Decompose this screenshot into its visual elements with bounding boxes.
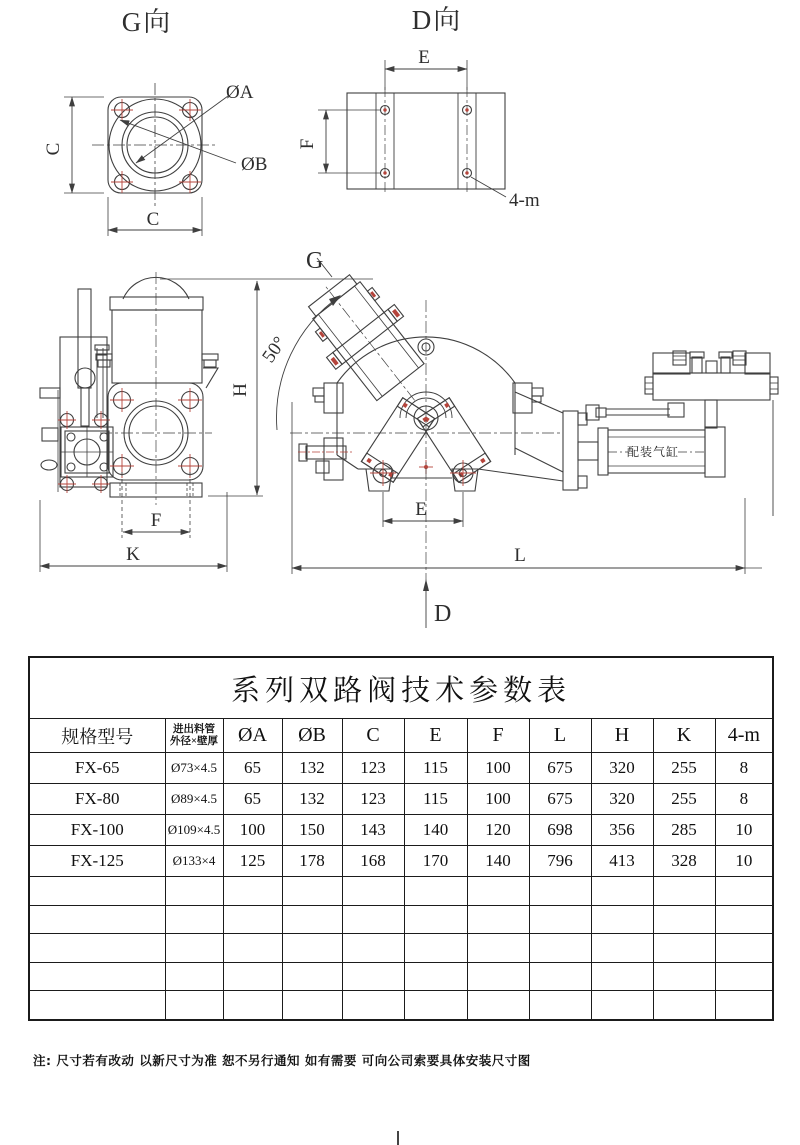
table-cell-empty [715, 962, 773, 991]
col-header-4m: 4-m [715, 719, 773, 753]
table-cell-empty [223, 905, 282, 934]
table-cell: 285 [653, 815, 715, 846]
table-cell: 150 [282, 815, 342, 846]
table-cell: 178 [282, 846, 342, 877]
table-cell-empty [404, 905, 467, 934]
table-cell-empty [29, 905, 165, 934]
table-cell: 328 [653, 846, 715, 877]
table-cell: 115 [404, 784, 467, 815]
side-dim-e [383, 492, 463, 527]
bottom-center-tick [397, 1131, 399, 1145]
table-cell-empty [653, 934, 715, 963]
table-cell-empty [223, 962, 282, 991]
table-row-empty [29, 905, 773, 934]
dim-c-left-label: C [43, 142, 64, 156]
dim-f-bottom-label: F [150, 510, 162, 531]
table-cell: 140 [404, 815, 467, 846]
dim-f-left-label: F [297, 138, 318, 150]
table-cell-empty [467, 991, 529, 1020]
col-header-c: C [342, 719, 404, 753]
table-cell-empty [223, 877, 282, 906]
table-cell: 320 [591, 784, 653, 815]
dim-c-bottom-label: C [146, 209, 160, 230]
table-cell-empty [29, 962, 165, 991]
front-left-mechanism [40, 289, 113, 493]
d-view-dim-f [297, 110, 380, 173]
table-cell-empty [165, 962, 223, 991]
table-cell-empty [282, 991, 342, 1020]
dia-a-label: ØA [226, 82, 254, 103]
table-cell: 115 [404, 753, 467, 784]
dim-e-top-label: E [418, 47, 430, 68]
angle-50-label: 50° [258, 332, 291, 367]
table-cell: 320 [591, 753, 653, 784]
spec-table [28, 656, 774, 1021]
table-cell-empty [165, 905, 223, 934]
table-cell-empty [282, 877, 342, 906]
table-cell: 100 [223, 815, 282, 846]
table-row-fx-125 [29, 846, 773, 877]
table-cell-empty [342, 934, 404, 963]
table-cell: 255 [653, 753, 715, 784]
table-cell-empty [591, 991, 653, 1020]
table-cell: 356 [591, 815, 653, 846]
table-cell: 698 [529, 815, 591, 846]
table-cell: Ø89×4.5 [165, 784, 223, 815]
col-header-pipe-line2: 外径×壁厚 [170, 735, 218, 747]
front-dim-h [160, 279, 373, 496]
cylinder-assembly [563, 400, 725, 490]
table-cell-empty [591, 934, 653, 963]
table-title: 系列双路阀技术参数表 [29, 657, 773, 719]
table-cell-empty [29, 991, 165, 1020]
side-lower-left-bracket [298, 438, 352, 480]
table-cell-empty [165, 991, 223, 1020]
table-cell-empty [282, 934, 342, 963]
four-m-label: 4-m [509, 190, 540, 211]
table-cell: FX-100 [29, 815, 165, 846]
table-cell-empty [529, 877, 591, 906]
table-cell-empty [715, 877, 773, 906]
table-cell-empty [529, 962, 591, 991]
table-cell: 100 [467, 753, 529, 784]
table-cell: 65 [223, 753, 282, 784]
col-header-b: ØB [282, 719, 342, 753]
table-cell-empty [467, 905, 529, 934]
table-cell: FX-125 [29, 846, 165, 877]
side-dim-l [292, 402, 762, 574]
table-cell: FX-80 [29, 784, 165, 815]
table-cell-empty [29, 934, 165, 963]
table-cell-empty [591, 905, 653, 934]
side-base-bolts [370, 460, 476, 486]
dim-k-label: K [126, 544, 140, 565]
table-cell-empty [404, 962, 467, 991]
g-view-dim-c-bottom [108, 197, 202, 236]
table-cell: 255 [653, 784, 715, 815]
table-cell-empty [467, 877, 529, 906]
g-view [43, 7, 267, 236]
d-view-title: D向 [411, 5, 463, 35]
table-cell: 8 [715, 753, 773, 784]
d-view [297, 5, 540, 211]
table-cell-empty [529, 934, 591, 963]
table-cell: 143 [342, 815, 404, 846]
table-cell-empty [653, 962, 715, 991]
table-cell-empty [404, 877, 467, 906]
dia-b-label: ØB [241, 154, 268, 175]
dim-e-side-label: E [415, 499, 427, 520]
table-cell: 132 [282, 753, 342, 784]
table-cell-empty [653, 877, 715, 906]
table-cell: 123 [342, 753, 404, 784]
table-cell: 10 [715, 815, 773, 846]
table-cell-empty [342, 962, 404, 991]
col-header-e: E [404, 719, 467, 753]
table-cell: 120 [467, 815, 529, 846]
dim-l-label: L [514, 545, 526, 566]
table-cell-empty [591, 877, 653, 906]
table-cell-empty [529, 905, 591, 934]
table-cell: 675 [529, 784, 591, 815]
col-header-pipe-line1: 进出料管 [173, 724, 215, 735]
table-cell: 125 [223, 846, 282, 877]
table-cell: 100 [467, 784, 529, 815]
table-cell: Ø133×4 [165, 846, 223, 877]
d-view-dim-e [385, 47, 467, 90]
table-row-empty [29, 962, 773, 991]
table-cell-empty [165, 934, 223, 963]
table-cell-empty [404, 934, 467, 963]
table-cell: 675 [529, 753, 591, 784]
g-view-title: G向 [121, 7, 173, 37]
table-row-empty [29, 991, 773, 1020]
table-cell: 140 [467, 846, 529, 877]
table-cell: 123 [342, 784, 404, 815]
table-cell: 10 [715, 846, 773, 877]
table-cell-empty [715, 991, 773, 1020]
side-view [258, 248, 778, 628]
table-cell: 65 [223, 784, 282, 815]
table-cell-empty [404, 991, 467, 1020]
col-header-a: ØA [223, 719, 282, 753]
col-header-pipe [165, 719, 223, 753]
table-cell-empty [467, 934, 529, 963]
table-cell: 170 [404, 846, 467, 877]
cylinder-label: 配装气缸 [626, 445, 680, 459]
col-header-model: 规格型号 [29, 719, 165, 753]
table-cell-empty [342, 905, 404, 934]
solenoid-valve-block [645, 351, 778, 516]
d-direction-label: D [434, 601, 452, 627]
d-direction-arrow [423, 579, 451, 628]
table-cell: 168 [342, 846, 404, 877]
table-cell-empty [342, 877, 404, 906]
table-cell-empty [591, 962, 653, 991]
table-cell-empty [653, 905, 715, 934]
table-cell: 796 [529, 846, 591, 877]
table-cell-empty [282, 962, 342, 991]
table-row-empty [29, 877, 773, 906]
g-direction-label: G [306, 248, 324, 274]
table-cell-empty [342, 991, 404, 1020]
table-row-fx-65 [29, 753, 773, 784]
table-cell-empty [653, 991, 715, 1020]
col-header-l: L [529, 719, 591, 753]
col-header-h: H [591, 719, 653, 753]
table-cell: 8 [715, 784, 773, 815]
table-cell-empty [715, 934, 773, 963]
table-cell-empty [223, 934, 282, 963]
table-cell-empty [529, 991, 591, 1020]
col-header-k: K [653, 719, 715, 753]
front-view [40, 272, 373, 572]
footnote: 注: 尺寸若有改动 以新尺寸为准 恕不另行通知 如有需要 可向公司索要具体安装尺寸图 [33, 1053, 531, 1068]
col-header-f: F [467, 719, 529, 753]
dim-h-label: H [230, 383, 251, 397]
table-row-empty [29, 934, 773, 963]
table-cell: FX-65 [29, 753, 165, 784]
table-cell-empty [467, 962, 529, 991]
table-cell-empty [165, 877, 223, 906]
table-cell: 132 [282, 784, 342, 815]
table-cell-empty [29, 877, 165, 906]
table-row-fx-80 [29, 784, 773, 815]
table-cell: 413 [591, 846, 653, 877]
table-cell: Ø73×4.5 [165, 753, 223, 784]
table-cell-empty [282, 905, 342, 934]
table-row-fx-100 [29, 815, 773, 846]
table-cell: Ø109×4.5 [165, 815, 223, 846]
left-port [361, 398, 434, 482]
table-cell-empty [223, 991, 282, 1020]
table-cell-empty [715, 905, 773, 934]
